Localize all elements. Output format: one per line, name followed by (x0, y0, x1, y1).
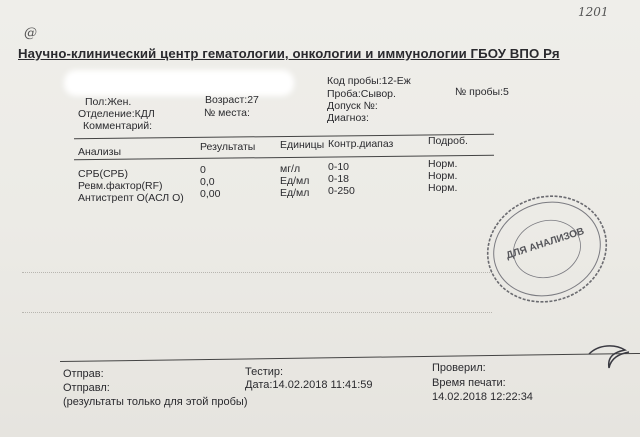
redacted-name-area (64, 70, 294, 96)
col-header-results: Результаты (200, 141, 256, 153)
footer-sent-by: Отправл: (63, 382, 110, 394)
footer-rule (60, 353, 640, 362)
scan-artifact-line (22, 272, 492, 273)
sample-code: Код пробы:12-Еж (327, 75, 411, 87)
footer-sender: Отправ: (63, 368, 104, 380)
row2-analysis: Ревм.фактор(RF) (78, 180, 163, 192)
footer-tester: Тестир: (245, 366, 284, 378)
patient-sex: Пол:Жен. (85, 96, 132, 108)
admission-number: Допуск №: (327, 100, 378, 112)
row1-result: 0 (200, 164, 206, 176)
row1-analysis: СРБ(СРБ) (78, 168, 128, 180)
row3-range: 0-250 (328, 185, 355, 197)
page-title: Научно-клинический центр гематологии, онкологии и иммунологии ГБОУ ВПО Ря (18, 46, 560, 61)
stamp-text: ДЛЯ АНАЛИЗОВ (504, 225, 586, 262)
row3-analysis: Антистрепт О(АСЛ О) (78, 192, 184, 204)
row3-result: 0,00 (200, 188, 221, 200)
col-header-details: Подроб. (428, 135, 468, 147)
row1-unit: мг/л (280, 163, 301, 175)
footer-print-time: 14.02.2018 12:22:34 (432, 391, 533, 403)
corner-handwritten-note: 1201 (578, 5, 609, 19)
diagnosis: Диагноз: (327, 112, 369, 124)
round-stamp (478, 188, 616, 310)
row1-range: 0-10 (328, 161, 350, 173)
row2-detail: Норм. (428, 170, 458, 182)
col-header-analysis: Анализы (78, 146, 121, 158)
row1-detail: Норм. (428, 158, 458, 170)
row3-detail: Норм. (428, 182, 458, 194)
patient-department: Отделение:КДЛ (78, 108, 155, 120)
scan-artifact-line (22, 312, 492, 313)
footer-print-time-label: Время печати: (432, 377, 506, 389)
row2-result: 0,0 (200, 176, 215, 188)
patient-comment: Комментарий: (83, 120, 153, 132)
sample-number: № пробы:5 (455, 86, 509, 98)
signature (585, 340, 633, 374)
patient-age: Возраст:27 (205, 94, 259, 106)
patient-place: № места: (204, 107, 250, 119)
corner-mark: @ (24, 26, 37, 41)
row2-range: 0-18 (328, 173, 350, 185)
row2-unit: Ед/мл (280, 175, 310, 187)
col-header-range: Контр.диапаз (328, 138, 394, 150)
sample-type: Проба:Сывор. (327, 88, 396, 100)
row3-unit: Ед/мл (280, 187, 310, 199)
footer-note: (результаты только для этой пробы) (63, 396, 248, 408)
col-header-units: Единицы (280, 139, 325, 151)
footer-checked: Проверил: (432, 362, 486, 374)
footer-date: Дата:14.02.2018 11:41:59 (245, 379, 373, 391)
